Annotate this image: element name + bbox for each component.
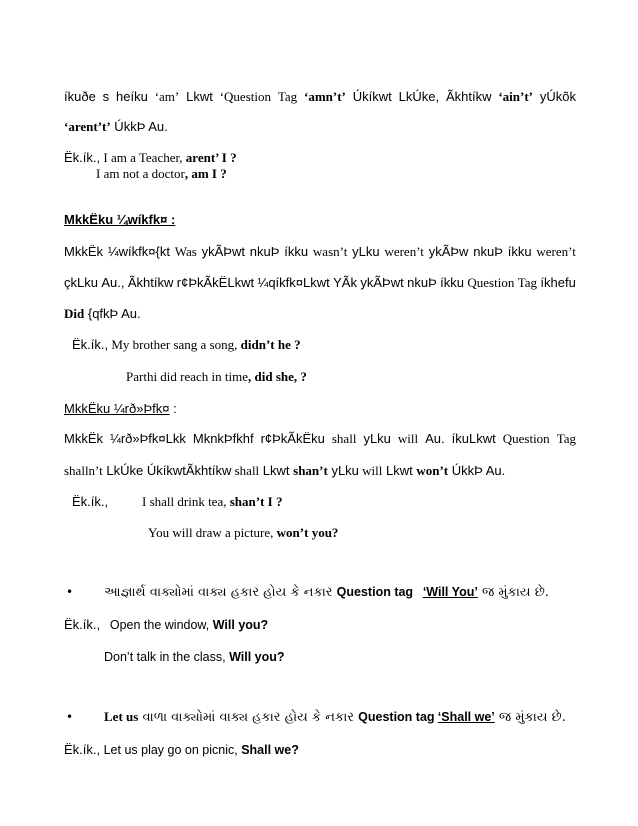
shallnt-word: shalln’t	[64, 463, 103, 478]
example2-line1	[72, 337, 301, 353]
para1-line1-word: íkuðe	[64, 89, 96, 104]
para3-line1-word: Tag	[556, 431, 576, 446]
para1-line1	[64, 89, 576, 105]
example3-prefix: Ëk.ík.,	[72, 494, 109, 509]
bullet1-gujarati2: જ મુંકાય છે.	[477, 585, 549, 600]
para1-line1-word: ‘ain’t’	[498, 89, 533, 104]
bullet1-line	[104, 584, 549, 601]
para2-line1-word: yLku	[352, 244, 380, 259]
para2-line2-word: Tag	[517, 275, 538, 290]
example5-tag: Shall we?	[241, 743, 299, 757]
example1-text: I am a Teacher,	[100, 150, 186, 165]
bullet2-gujarati2: જ મુંકાય છે.	[494, 710, 566, 725]
bullet1-question-tag: Question tag	[336, 585, 414, 599]
example5-prefix: Ëk.ík.,	[64, 742, 101, 757]
para2-line1-word: íkku	[507, 244, 532, 259]
bullet2-gujarati: વાળા વાક્યોમાં વાક્ય હકાર હોય કે નકાર	[138, 710, 359, 725]
para2-line2-word: Ãkhtíkw	[127, 275, 174, 290]
para2-line2-word: íkhefu	[540, 275, 576, 290]
example4-tag2: Will you?	[229, 650, 285, 664]
heading-future-text: MkkËku ¼rð»Þfk¤	[64, 401, 170, 416]
para1-line1-word: LkÚke,	[398, 89, 440, 104]
para2-line1-word: ykÃÞwt	[201, 244, 245, 259]
example1-prefix: Ëk.ík.,	[64, 150, 101, 165]
para1-line1-word: Lkwt	[186, 89, 213, 104]
para1-line1-word: Ãkhtíkw	[445, 89, 492, 104]
para2-line2-word: Au.,	[101, 275, 125, 290]
example3-text: I shall drink tea,	[142, 494, 230, 509]
example3-tag: shan’t I ?	[229, 494, 283, 509]
bullet2-question-tag: Question tag	[358, 710, 435, 724]
para2-line2-word: ¼qíkfk¤Lkwt	[257, 275, 330, 290]
example2-line2	[126, 369, 307, 385]
para1-line1-word: ‘Question	[219, 89, 271, 104]
para3-line1	[64, 431, 576, 447]
example4-line1	[64, 617, 268, 633]
para3-line1-word: yLku	[363, 431, 391, 446]
example1-tag: arent’ I ?	[185, 150, 237, 165]
para3-line1-word: Question	[502, 431, 550, 446]
bullet2-tag: ‘Shall we’	[437, 710, 495, 724]
example3-tag2: won’t you?	[276, 525, 339, 540]
example4-text: Open the window,	[109, 618, 213, 632]
example4-prefix: Ëk.ík.,	[64, 617, 101, 632]
example5-text: Let us play go on picnic,	[100, 743, 242, 757]
example1-line2	[96, 166, 227, 182]
para2-line1-word: weren’t	[384, 244, 424, 259]
bullet1-gujarati: આજ્ઞાર્થ વાક્યોમાં વાક્ય હકાર હોય કે નકાર	[104, 585, 337, 600]
heading-future-colon: :	[169, 401, 177, 416]
para2-line1-word: wasn’t	[312, 244, 348, 259]
example4-text2: Don’t talk in the class,	[104, 650, 230, 664]
example4-tag: Will you?	[212, 618, 269, 632]
para3-line1-word: shall	[331, 431, 357, 446]
para3-line1-word: ¼rð»Þfk¤Lkk	[110, 431, 186, 446]
example1-tag2: , am I ?	[184, 166, 227, 181]
para2-line1-word: weren’t	[536, 244, 576, 259]
para2-line3-rest: {qfkÞ Au.	[84, 306, 141, 321]
para2-line1-word: íkku	[284, 244, 309, 259]
example2-prefix: Ëk.ík.,	[72, 337, 109, 352]
para2-line2-word: r¢ÞkÃkËLkwt	[176, 275, 255, 290]
para3-line2-gu4: Lkwt	[382, 463, 417, 478]
example5-line	[64, 742, 299, 758]
example2-tag2: , did she, ?	[248, 369, 307, 384]
heading-future-tense	[64, 401, 177, 417]
bullet1-tag: ‘Will You’	[422, 585, 478, 599]
example2-text2: Parthi did reach in time	[126, 369, 249, 384]
para2-line1-word: MkkËk	[64, 244, 103, 259]
example3-line2	[148, 525, 338, 541]
example3-line1-body	[142, 494, 282, 510]
bullet-dot: •	[66, 585, 74, 599]
para2-line1	[64, 244, 576, 260]
para2-line2-word: YÃk	[333, 275, 357, 290]
para2-line1-word: Was	[174, 244, 197, 259]
para3-line2	[64, 463, 505, 479]
para1-line1-word: s	[102, 89, 110, 104]
para1-line1-word: heíku	[116, 89, 148, 104]
heading-past-tense: MkkËku ¼wíkfk¤ :	[64, 212, 176, 227]
para1-line2-rest: ÚkkÞ Au.	[110, 119, 168, 134]
para1-line1-word: ‘am’	[154, 89, 180, 104]
para2-line2-word: Question	[467, 275, 515, 290]
example3-line1	[72, 494, 108, 510]
para2-line2	[64, 275, 576, 291]
para2-line1-word: ¼wíkfk¤{kt	[107, 244, 170, 259]
para2-line1-word: nkuÞ	[473, 244, 503, 259]
para2-line2-word: çkLku	[64, 275, 98, 290]
example3-text2: You will draw a picture,	[148, 525, 277, 540]
para2-line2-word: nkuÞ	[407, 275, 437, 290]
example1-text2: I am not a doctor	[96, 166, 185, 181]
did-word: Did	[64, 306, 85, 321]
example4-line2	[104, 649, 285, 665]
para3-line2-gu2: Lkwt	[259, 463, 294, 478]
para1-line1-word: Úkíkwt	[352, 89, 392, 104]
bullet2-line	[104, 709, 566, 726]
para2-line3	[64, 306, 141, 322]
para2-line2-word: íkku	[440, 275, 464, 290]
para3-line1-word: MkkËk	[64, 431, 103, 446]
para3-line1-word: MknkÞfkhf	[192, 431, 254, 446]
para3-line1-word: Au.	[425, 431, 445, 446]
para2-line1-word: ykÃÞw	[428, 244, 469, 259]
example1-line1	[64, 150, 237, 166]
bullet2-let-us: Let us	[104, 709, 139, 724]
para3-line1-word: will	[397, 431, 419, 446]
para1-line1-word: Tag	[277, 89, 298, 104]
shant-word: shan’t	[293, 463, 328, 478]
para3-line2-gu1: LkÚke ÚkíkwtÃkhtíkw	[102, 463, 232, 478]
para3-line2-gu5: ÚkkÞ Au.	[448, 463, 506, 478]
para2-line1-word: nkuÞ	[249, 244, 280, 259]
wont-word: won’t	[416, 463, 449, 478]
para1-line2	[64, 119, 168, 135]
para3-line1-word: íkuLkwt	[451, 431, 496, 446]
para3-line2-gu3: yLku	[327, 463, 359, 478]
shall-word: shall	[231, 463, 260, 478]
para1-line1-word: yÚkõk	[539, 89, 576, 104]
para3-line1-word: r¢ÞkÃkËku	[260, 431, 325, 446]
example2-text: My brother sang a song,	[108, 337, 241, 352]
para2-line2-word: ykÃÞwt	[360, 275, 404, 290]
bullet-dot: •	[66, 710, 74, 724]
will-word: will	[358, 463, 383, 478]
para1-line1-word: ‘amn’t’	[304, 89, 346, 104]
example2-tag: didn’t he ?	[240, 337, 301, 352]
aren't-word: ‘arent’t’	[64, 119, 111, 134]
